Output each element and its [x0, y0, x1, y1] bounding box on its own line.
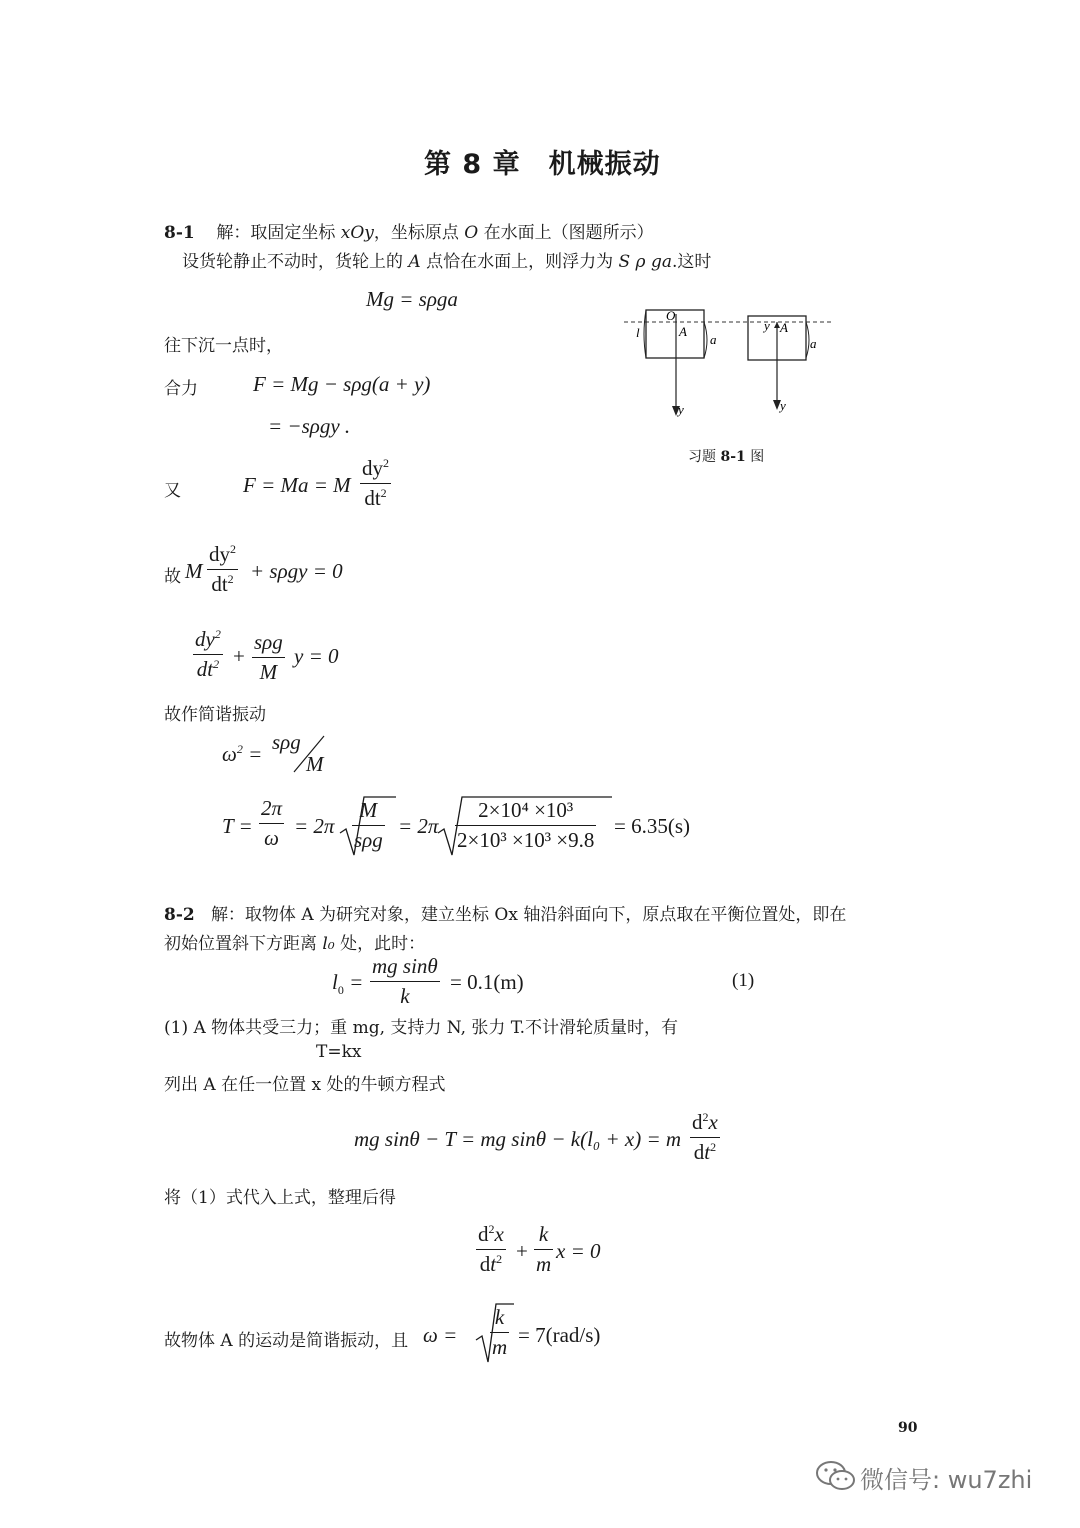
equation-buoyancy: Mg = sρga: [366, 287, 458, 311]
fraction-d2x-dt2-b: $d^2x$ $dt^2$: [478, 1222, 504, 1276]
equation-net-force-2: = −sρgy .: [268, 414, 351, 438]
final-omega: ω =: [423, 1323, 458, 1347]
figure-label-l: l: [636, 325, 640, 340]
fraction-srg-M: sρg M: [254, 630, 283, 684]
fraction-big: 2×10⁴ ×10³ 2×10³ ×10³ ×9.8: [457, 798, 595, 852]
equation-net-force: F = Mg − sρg(a + y): [253, 372, 431, 396]
text-sink: 往下沉一点时，: [164, 336, 283, 356]
equation-l0-left: $l_0$ =: [332, 970, 364, 998]
text-newton: 列出 A 在任一位置 x 处的牛顿方程式: [164, 1075, 446, 1095]
fraction-k-m-b: k m: [492, 1305, 508, 1359]
equation-newton-left: F = Ma = M: [243, 473, 351, 497]
period-eq-2pi-b: = 2π: [398, 814, 439, 838]
fraction-dy2-dt2-c: $dy^2$ $dt^2$: [195, 627, 221, 681]
period-T: T =: [222, 814, 253, 838]
figure-label-y2: y: [780, 398, 786, 413]
label-net-force: 合力: [164, 379, 198, 399]
equation-shm-end: y = 0: [294, 644, 339, 668]
fraction-k-m: k m: [536, 1222, 552, 1276]
fraction-2pi-omega: 2π ω: [261, 796, 283, 850]
omega-squared: $\omega^2$ =: [222, 742, 263, 766]
watermark-text: 微信号: wu7zhi: [860, 1466, 1033, 1494]
problem-label: 8-1: [164, 223, 195, 243]
figure-label-y1: y: [678, 402, 684, 417]
figure-label-a2: a: [810, 336, 817, 351]
text-tkx: T=kx: [316, 1042, 362, 1062]
label-also: 又: [164, 481, 181, 501]
problem-8-1-line2: 设货轮静止不动时，货轮上的 A 点恰在水面上，则浮力为 S ρ ga.这时: [182, 252, 712, 272]
equation-motion-M: M: [185, 559, 203, 583]
fraction-dy2-dt2-b: $dy^2$ $dt^2$: [209, 542, 236, 596]
final-result: = 7(rad/s): [518, 1323, 601, 1347]
fraction-M-srg: M sρg: [354, 798, 383, 852]
problem-8-1-line1: 8-1 解：取固定坐标 xOy，坐标原点 O 在水面上（图题所示）: [164, 223, 654, 243]
text-forces: (1) A 物体共受三力；重 mg, 支持力 N, 张力 T.不计滑轮质量时，有: [164, 1018, 679, 1038]
problem-8-2-line2: 初始位置斜下方距离 l₀ 处，此时：: [164, 934, 426, 954]
fraction-dy2-dt2: $dy^2$ $dt^2$: [362, 456, 389, 510]
figure-label-a1: a: [710, 332, 717, 347]
figure-label-A2: A: [780, 320, 788, 335]
figure-label-A1: A: [679, 324, 687, 339]
period-result: = 6.35(s): [614, 814, 691, 838]
wechat-icon: [814, 1458, 858, 1494]
figure-8-1: [624, 300, 844, 430]
fraction-mgsin-k: mg sinθ k: [372, 954, 438, 1008]
text-substitute: 将（1）式代入上式，整理后得: [164, 1188, 396, 1208]
shm-plus: +: [516, 1239, 528, 1263]
problem-label: 8-2: [164, 905, 195, 925]
problem-8-2-line1: 8-2 解：取物体 A 为研究对象，建立坐标 Ox 轴沿斜面向下，原点取在平衡位置处，即在: [164, 905, 847, 925]
figure-label-yA: y: [764, 318, 770, 333]
shm-equation-end: x = 0: [556, 1239, 601, 1263]
text-shm: 故作简谐振动: [164, 705, 266, 725]
equation-l0-right: = 0.1(m): [450, 970, 524, 994]
page-number: 90: [898, 1420, 918, 1436]
omega-num: sρg: [272, 730, 301, 754]
fraction-d2x-dt2: $d^2x$ $dt^2$: [692, 1110, 718, 1164]
text-final: 故物体 A 的运动是简谐振动，且: [164, 1331, 409, 1351]
plus-sign: +: [233, 644, 245, 668]
equation-number-1: (1): [732, 970, 755, 991]
figure-label-O: O: [666, 308, 676, 323]
omega-den: M: [306, 752, 324, 776]
equation-newton: mg sinθ − T = mg sinθ − k(l₀ + x) = m: [354, 1127, 682, 1151]
label-therefore: 故: [164, 567, 181, 587]
figure-caption: 习题 8-1 图: [688, 449, 765, 465]
chapter-title: 第 8 章 机械振动: [424, 149, 661, 180]
period-eq-2pi: = 2π: [294, 814, 335, 838]
equation-motion-right: + sρgy = 0: [250, 559, 343, 583]
